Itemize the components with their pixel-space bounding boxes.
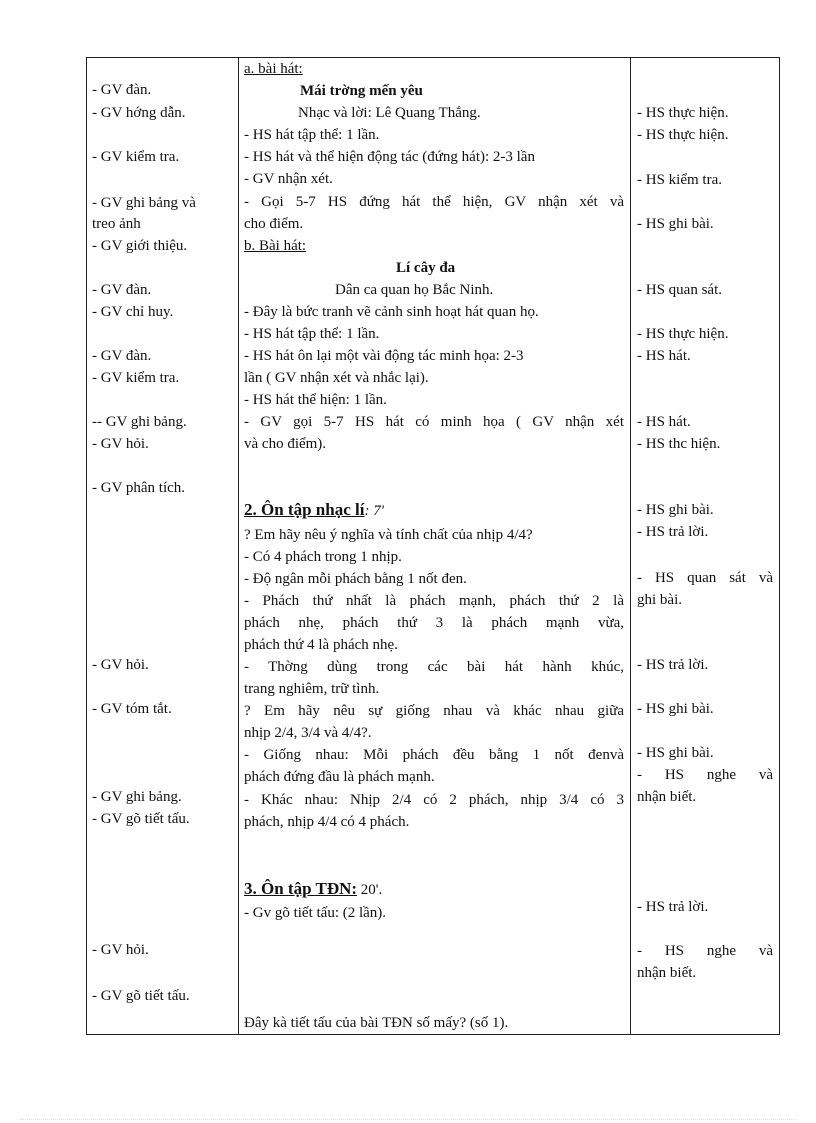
page-bottom-divider [20, 1119, 796, 1120]
song-b-title: Lí cây đa [396, 260, 456, 276]
column-divider-2 [630, 58, 631, 1034]
song-a-label: a. bài hát: [244, 61, 303, 77]
student-activity: - HS nghe và [637, 943, 773, 959]
content-line: - HS hát tập thể: 1 lần. [244, 127, 380, 143]
student-activity: - HS hát. [637, 348, 691, 364]
song-b-label: b. Bài hát: [244, 238, 307, 254]
teacher-activity: - GV chỉ huy. [92, 304, 174, 320]
teacher-activity: -- GV ghi bảng. [92, 414, 187, 430]
content-line: - Độ ngân mỗi phách bằng 1 nốt đen. [244, 571, 467, 587]
student-activity: nhận biết. [637, 965, 697, 981]
content-line: phách đứng đầu là phách mạnh. [244, 769, 435, 785]
content-line: - GV gọi 5-7 HS hát có minh họa ( GV nhận xét [244, 414, 624, 430]
teacher-activity: - GV đàn. [92, 348, 152, 364]
content-line: - Có 4 phách trong 1 nhịp. [244, 549, 402, 565]
content-line: - Gv gõ tiết tấu: (2 lần). [244, 905, 387, 921]
content-line: phách, nhịp 4/4 có 4 phách. [244, 814, 410, 830]
section-2-heading-row [244, 500, 384, 521]
student-activity: - HS ghi bài. [637, 216, 714, 232]
content-line: - Khác nhau: Nhịp 2/4 có 2 phách, nhịp 3/4 có 3 [244, 792, 624, 808]
teacher-activity: - GV kiểm tra. [92, 149, 180, 165]
song-a-title: Mái trờng mến yêu [300, 83, 423, 99]
student-activity: - HS thực hiện. [637, 105, 729, 121]
teacher-activity: - GV đàn. [92, 282, 152, 298]
content-line: nhịp 2/4, 3/4 và 4/4?. [244, 725, 372, 741]
content-line: lần ( GV nhận xét và nhắc lại). [244, 370, 429, 386]
teacher-activity: - GV gõ tiết tấu. [92, 811, 190, 827]
student-activity: - HS thực hiện. [637, 326, 729, 342]
student-activity: ghi bài. [637, 592, 682, 608]
song-a-author: Nhạc và lời: Lê Quang Thắng. [298, 105, 481, 121]
column-divider-1 [238, 58, 239, 1034]
content-line: - Đây là bức tranh vẽ cảnh sinh hoạt hát quan họ. [244, 304, 539, 320]
content-line: Đây kà tiết tấu của bài TĐN số mấy? (số 1). [244, 1015, 509, 1031]
teacher-activity: - GV phân tích. [92, 480, 186, 496]
teacher-activity: - GV ghi bảng. [92, 789, 182, 805]
content-line: - Giống nhau: Mỗi phách đều bằng 1 nốt đenvà [244, 747, 624, 763]
student-activity: nhận biết. [637, 789, 697, 805]
teacher-activity: - GV ghi bảng và [92, 195, 196, 211]
content-line: - GV nhận xét. [244, 171, 333, 187]
student-activity: - HS ghi bài. [637, 502, 714, 518]
content-line: cho điểm. [244, 216, 304, 232]
section-3-heading: 3. Ôn tập TĐN: [244, 879, 358, 898]
content-line: - HS hát và thể hiện động tác (đứng hát): 2-3 lần [244, 149, 535, 165]
content-line: ? Em hãy nêu ý nghĩa và tính chất của nhịp 4/4? [244, 527, 533, 543]
section-3-heading-row [244, 879, 382, 900]
content-line: - Gọi 5-7 HS đứng hát thể hiện, GV nhận xét và [244, 194, 624, 210]
student-activity: - HS kiểm tra. [637, 172, 722, 188]
content-line: - Phách thứ nhất là phách mạnh, phách thứ 2 là [244, 593, 624, 609]
content-line: trang nghiêm, trữ tình. [244, 681, 380, 697]
content-line: và cho điểm). [244, 436, 327, 452]
teacher-activity: - GV tóm tắt. [92, 701, 172, 717]
teacher-activity: - GV hỏi. [92, 942, 149, 958]
student-activity: - HS quan sát. [637, 282, 722, 298]
content-line: - HS hát thể hiện: 1 lần. [244, 392, 387, 408]
teacher-activity: - GV đàn. [92, 82, 152, 98]
section-2-time: : 7' [364, 503, 384, 519]
content-line: ? Em hãy nêu sự giống nhau và khác nhau giữa [244, 703, 624, 719]
student-activity: - HS thc hiện. [637, 436, 721, 452]
content-line: - HS hát ôn lại một vài động tác minh họa: 2-3 [244, 348, 524, 364]
teacher-activity: - GV hỏi. [92, 657, 149, 673]
student-activity: - HS trả lời. [637, 657, 709, 673]
content-line: phách nhẹ, phách thứ 3 là phách mạnh vừa, [244, 615, 624, 631]
teacher-activity: - GV gõ tiết tấu. [92, 988, 190, 1004]
student-activity: - HS thực hiện. [637, 127, 729, 143]
student-activity: - HS trả lời. [637, 524, 709, 540]
content-line: - Thờng dùng trong các bài hát hành khúc, [244, 659, 624, 675]
student-activity: - HS ghi bài. [637, 701, 714, 717]
student-activity: - HS hát. [637, 414, 691, 430]
section-3-time: 20'. [357, 882, 383, 898]
content-line: - HS hát tập thể: 1 lần. [244, 326, 380, 342]
student-activity: - HS nghe và [637, 767, 773, 783]
student-activity: - HS ghi bài. [637, 745, 714, 761]
teacher-activity: - GV kiểm tra. [92, 370, 180, 386]
section-2-heading: 2. Ôn tập nhạc lí [244, 500, 365, 519]
teacher-activity: - GV hỏi. [92, 436, 149, 452]
student-activity: - HS quan sát và [637, 570, 773, 586]
teacher-activity: - GV hớng dẫn. [92, 105, 186, 121]
content-line: phách thứ 4 là phách nhẹ. [244, 637, 398, 653]
teacher-activity: treo ảnh [92, 216, 141, 232]
student-activity: - HS trả lời. [637, 899, 709, 915]
teacher-activity: - GV giới thiệu. [92, 238, 188, 254]
song-b-author: Dân ca quan họ Bắc Ninh. [335, 282, 494, 298]
